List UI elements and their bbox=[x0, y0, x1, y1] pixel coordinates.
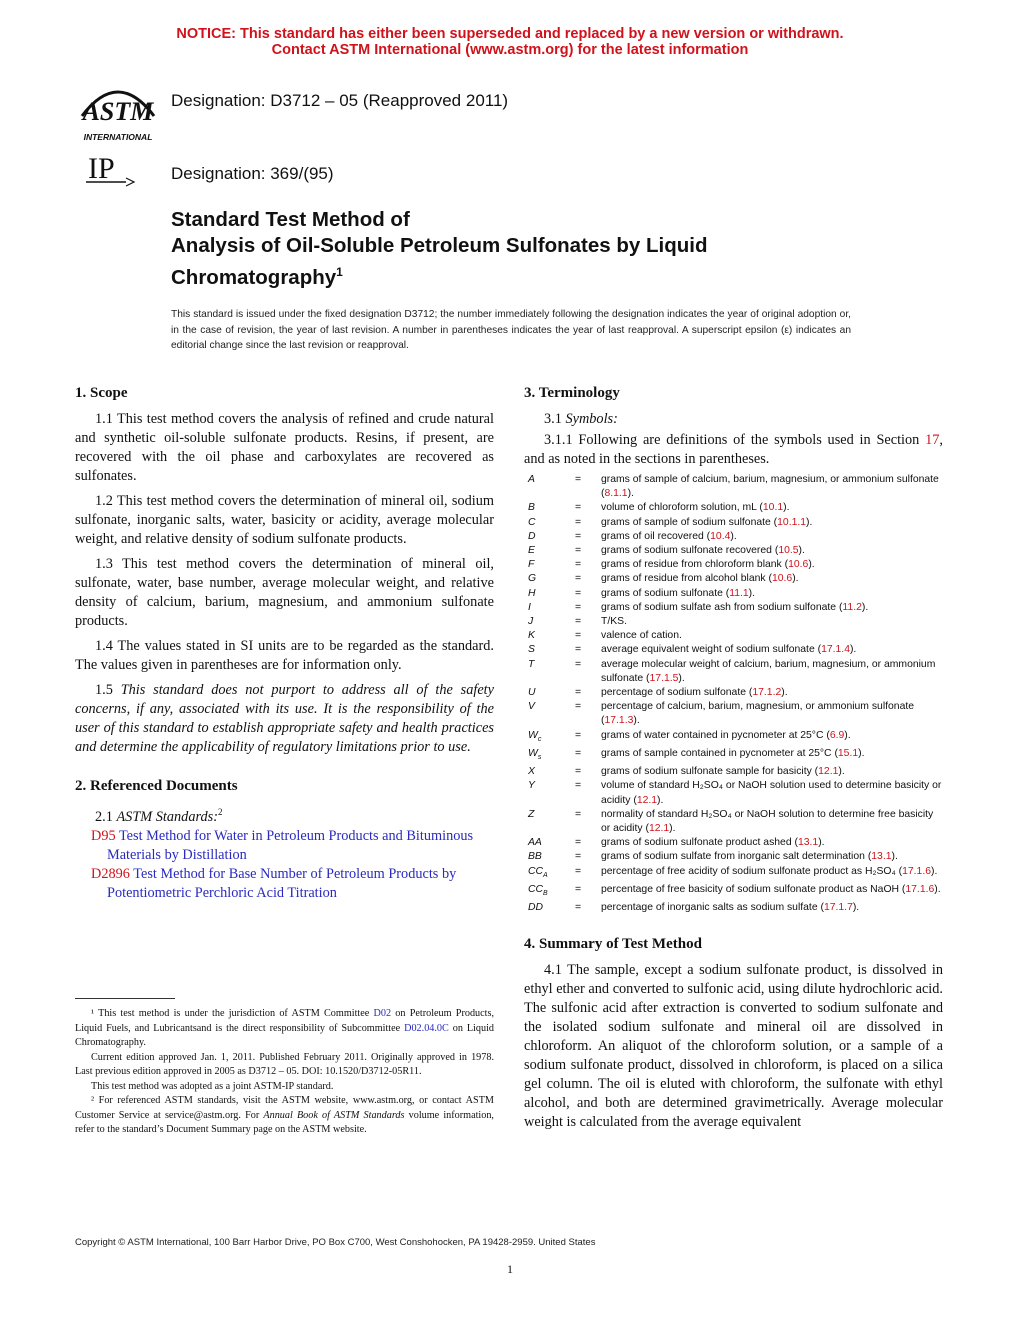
symbol-definition bbox=[601, 700, 943, 728]
issued-note: This standard is issued under the fixed designation D3712; the number immediately following the designation indicates the year of original adoption or, in the case of revision, the year of last revision. A number in parentheses indicates the year of last reapproval. A superscript epsilon (ε) indicates an editorial change since the last revision or reapproval. bbox=[171, 309, 851, 351]
title-footnote-mark: 1 bbox=[336, 265, 343, 279]
symbol-letter: DD bbox=[528, 902, 544, 914]
section-ref-link[interactable]: 17.1.4 bbox=[821, 644, 850, 656]
symbol-cell bbox=[524, 747, 575, 765]
equals-sign: = bbox=[575, 883, 582, 895]
symbol-subscript: B bbox=[543, 890, 548, 897]
definition-post: ). bbox=[657, 794, 664, 806]
symbol-cell bbox=[524, 901, 575, 915]
definition-post: ). bbox=[669, 823, 676, 835]
refdocs-sub-sup: 2 bbox=[218, 807, 223, 817]
equals-sign: = bbox=[575, 474, 582, 485]
symbol-definition bbox=[601, 615, 943, 629]
definition-text: volume of standard H₂SO₄ or NaOH solution used to determine basicity or acidity ( bbox=[601, 780, 942, 806]
footnote-2 bbox=[75, 1094, 494, 1138]
refdocs-sub bbox=[75, 803, 494, 827]
symbol-row bbox=[524, 643, 943, 657]
terminology-sub bbox=[524, 410, 943, 429]
symbol-letter: AA bbox=[528, 837, 542, 849]
astm-logo-subtext: INTERNATIONAL bbox=[83, 132, 153, 142]
symbol-letter: CC bbox=[528, 865, 544, 877]
symbol-cell bbox=[524, 601, 575, 615]
symbol-letter: C bbox=[528, 516, 536, 528]
symbol-definition bbox=[601, 779, 943, 807]
ref-code-d2896[interactable]: D2896 bbox=[91, 865, 130, 882]
footnote-edition: Current edition approved Jan. 1, 2011. Published February 2011. Originally approved in 1978. Last previous edition approved in 2005 as D3712 – 05. DOI: 10.1520/D3712-05R11. bbox=[75, 1051, 494, 1077]
symbol-letter: F bbox=[528, 559, 535, 571]
symbol-definition bbox=[601, 658, 943, 686]
equals-sign: = bbox=[575, 766, 582, 778]
terminology-intro bbox=[524, 431, 943, 469]
symbol-row bbox=[524, 601, 943, 615]
refdocs-heading: 2. Referenced Documents bbox=[75, 778, 238, 794]
symbol-definition bbox=[601, 601, 943, 615]
symbol-row bbox=[524, 530, 943, 544]
scope-para-1-5-num: 1.5 bbox=[95, 682, 121, 698]
definition-text: grams of sample of calcium, barium, magnesium, or ammonium sulfonate ( bbox=[601, 474, 939, 500]
ref-item-d95[interactable] bbox=[75, 827, 494, 865]
section-17-link[interactable]: 17 bbox=[925, 432, 940, 448]
symbol-cell bbox=[524, 686, 575, 700]
symbol-definition bbox=[601, 865, 943, 883]
symbol-definition bbox=[601, 747, 943, 765]
symbol-row bbox=[524, 883, 943, 901]
definition-text: grams of sample of sodium sulfonate ( bbox=[601, 516, 778, 528]
section-ref-link[interactable]: 15.1 bbox=[837, 747, 859, 759]
equals-sign: = bbox=[575, 747, 582, 759]
equals-sign: = bbox=[575, 573, 582, 585]
definition-post: ). bbox=[891, 851, 898, 863]
symbol-letter: B bbox=[528, 502, 535, 514]
left-column bbox=[75, 384, 494, 903]
symbol-row bbox=[524, 615, 943, 629]
section-ref-link[interactable]: 17.1.7 bbox=[823, 902, 853, 914]
equals-sign: = bbox=[575, 587, 582, 599]
equals-sign: = bbox=[575, 530, 582, 542]
definition-post: ). bbox=[818, 837, 825, 849]
definition-text: average equivalent weight of sodium sulfonate ( bbox=[601, 644, 822, 656]
ip-logo-text: IP bbox=[88, 152, 115, 185]
footnote-1 bbox=[75, 1007, 494, 1051]
definition-text: T/KS. bbox=[601, 616, 627, 628]
definition-text: percentage of calcium, barium, magnesium, or ammonium sulfonate ( bbox=[601, 701, 915, 727]
definition-post: ). bbox=[838, 766, 845, 778]
title-line-3: Chromatography bbox=[171, 266, 337, 289]
ref-title-d95[interactable]: Test Method for Water in Petroleum Products and Bituminous Materials by Distillation bbox=[107, 827, 474, 863]
terminology-sub-label: Symbols: bbox=[565, 411, 618, 427]
scope-para-1-3: 1.3 This test method covers the determination of mineral oil, sulfonate, water, base number, average molecular weight, and relative density of calcium, barium, magnesium, and ammonium sulfonate products. bbox=[75, 556, 494, 629]
symbol-definition bbox=[601, 530, 943, 544]
symbol-letter: Y bbox=[528, 780, 535, 792]
symbol-letter: G bbox=[528, 573, 537, 585]
symbol-definition bbox=[601, 883, 943, 901]
equals-sign: = bbox=[575, 559, 582, 571]
symbol-cell bbox=[524, 865, 575, 883]
astm-logo-text: ASTM bbox=[82, 97, 154, 126]
scope-heading: 1. Scope bbox=[75, 385, 128, 401]
designation-ip: Designation: 369/(95) bbox=[171, 164, 334, 183]
symbol-row bbox=[524, 501, 943, 515]
symbol-row bbox=[524, 700, 943, 728]
ip-logo bbox=[82, 150, 140, 190]
symbol-row bbox=[524, 516, 943, 530]
symbol-cell bbox=[524, 808, 575, 836]
symbol-definition bbox=[601, 643, 943, 657]
equals-sign: = bbox=[575, 780, 582, 792]
symbol-letter: W bbox=[528, 729, 538, 741]
definition-text: percentage of inorganic salts as sodium sulfate ( bbox=[601, 902, 824, 914]
symbol-definition bbox=[601, 765, 943, 779]
notice-line-1: NOTICE: This standard has either been superseded and replaced by a new version or withdrawn. bbox=[176, 26, 844, 42]
terminology-sub-num: 3.1 bbox=[544, 411, 566, 427]
symbol-cell bbox=[524, 587, 575, 601]
equals-sign: = bbox=[575, 837, 582, 849]
footnote-rule bbox=[75, 998, 175, 999]
ref-code-d95[interactable]: D95 bbox=[91, 827, 116, 844]
equals-sign: = bbox=[575, 865, 582, 877]
section-ref-link[interactable]: 17.1.3 bbox=[604, 715, 634, 727]
scope-para-1-5-text: This standard does not purport to address all of the safety concerns, if any, associated with its use. It is the responsibility of the user of this standard to establish appropriate safety and health practices and determine the applicability of regulatory limitations prior to use. bbox=[75, 682, 494, 755]
equals-sign: = bbox=[575, 808, 582, 820]
symbol-letter: U bbox=[528, 687, 536, 699]
symbol-cell bbox=[524, 501, 575, 515]
equals-sign: = bbox=[575, 545, 582, 557]
footnote-2-ital: Annual Book of ASTM Standards bbox=[263, 1109, 405, 1121]
definition-text: grams of sodium sulfonate recovered ( bbox=[601, 545, 779, 557]
document-title bbox=[171, 207, 707, 291]
definition-post: ). bbox=[808, 559, 815, 571]
notice-line-2: Contact ASTM International (www.astm.org) for the latest information bbox=[271, 42, 749, 58]
definition-post: ). bbox=[792, 573, 799, 585]
footnote-2-post: volume information, refer to the standard’s Document Summary page on the ASTM website. bbox=[75, 1109, 494, 1135]
definition-post: ). bbox=[844, 729, 851, 741]
definition-text: volume of chloroform solution, mL ( bbox=[601, 502, 763, 514]
symbol-cell bbox=[524, 836, 575, 850]
section-ref-link[interactable]: 10.5 bbox=[778, 545, 799, 557]
section-ref-link[interactable]: 17.1.5 bbox=[649, 672, 679, 684]
section-ref-link[interactable]: 10.1.1 bbox=[777, 516, 807, 528]
symbol-cell bbox=[524, 643, 575, 657]
symbol-definition bbox=[601, 808, 943, 836]
definition-text: grams of sodium sulfonate sample for basicity ( bbox=[601, 766, 819, 778]
definition-post: ). bbox=[798, 545, 805, 557]
symbol-definition bbox=[601, 686, 943, 700]
section-ref-link[interactable]: 17.1.6 bbox=[905, 883, 935, 895]
definition-text: grams of sodium sulfate from inorganic salt determination ( bbox=[601, 851, 872, 863]
symbol-letter: S bbox=[528, 644, 535, 656]
symbol-definition bbox=[601, 850, 943, 864]
footnote-2-pre: ² For referenced ASTM standards, visit the ASTM website, www.astm.org, or contact ASTM Customer Service at service@astm.org. For bbox=[75, 1095, 494, 1121]
notice-banner bbox=[0, 26, 1020, 58]
definition-text: grams of oil recovered ( bbox=[601, 530, 711, 542]
symbol-cell bbox=[524, 629, 575, 643]
designation-astm: Designation: D3712 – 05 (Reapproved 2011) bbox=[171, 91, 509, 110]
equals-sign: = bbox=[575, 630, 582, 642]
symbol-cell bbox=[524, 572, 575, 586]
symbol-row bbox=[524, 558, 943, 572]
definition-post: ). bbox=[678, 672, 685, 684]
definition-post: ). bbox=[633, 715, 640, 727]
scope-para-1-2: 1.2 This test method covers the determination of mineral oil, sodium sulfonate, inorganic salts, water, basicity or acidity, average molecular weight, and relative density of sodium sulfonate products. bbox=[75, 493, 494, 547]
symbol-row bbox=[524, 473, 943, 501]
section-ref-link[interactable]: 13.1 bbox=[797, 837, 819, 849]
section-ref-link[interactable]: 13.1 bbox=[871, 851, 892, 863]
definition-text: percentage of free basicity of sodium sulfonate product as NaOH ( bbox=[601, 883, 906, 895]
symbol-cell bbox=[524, 779, 575, 807]
definition-text: grams of sodium sulfate ash from sodium sulfonate ( bbox=[601, 601, 843, 613]
symbol-cell bbox=[524, 658, 575, 686]
definition-post: ). bbox=[627, 488, 634, 500]
symbol-definition bbox=[601, 473, 943, 501]
symbol-row bbox=[524, 747, 943, 765]
symbol-letter: A bbox=[528, 474, 535, 485]
symbol-definition bbox=[601, 587, 943, 601]
definition-text: grams of sample contained in pycnometer at 25°C ( bbox=[601, 747, 838, 759]
symbol-subscript: s bbox=[537, 754, 542, 762]
ref-item-d2896[interactable] bbox=[75, 865, 494, 903]
equals-sign: = bbox=[575, 502, 582, 514]
footnote-1-pre: ¹ This test method is under the jurisdiction of ASTM Committee bbox=[91, 1008, 374, 1019]
terminology-intro-pre: 3.1.1 Following are definitions of the symbols used in Section bbox=[544, 432, 926, 448]
symbol-letter: D bbox=[528, 530, 536, 542]
definition-post: ). bbox=[934, 883, 941, 895]
equals-sign: = bbox=[575, 902, 582, 914]
definition-post: ). bbox=[861, 601, 869, 613]
symbol-definition bbox=[601, 729, 943, 747]
symbol-cell bbox=[524, 473, 575, 501]
symbol-row bbox=[524, 587, 943, 601]
symbol-row bbox=[524, 779, 943, 807]
symbol-definition bbox=[601, 836, 943, 850]
section-ref-link[interactable]: 17.1.6 bbox=[902, 865, 931, 877]
refdocs-sub-label: ASTM Standards: bbox=[116, 808, 218, 825]
symbol-definition bbox=[601, 558, 943, 572]
symbol-cell bbox=[524, 850, 575, 864]
symbol-definition bbox=[601, 901, 943, 915]
equals-sign: = bbox=[575, 851, 582, 863]
terminology-heading: 3. Terminology bbox=[524, 385, 620, 401]
committee-d02-link[interactable]: D02 bbox=[373, 1008, 392, 1019]
section-ref-link[interactable]: 10.1 bbox=[762, 502, 784, 514]
symbol-cell bbox=[524, 729, 575, 747]
symbol-row bbox=[524, 850, 943, 864]
symbol-letter: K bbox=[528, 630, 535, 642]
definition-text: percentage of free acidity of sodium sulfonate product as H₂SO₄ ( bbox=[601, 865, 903, 877]
symbol-row bbox=[524, 836, 943, 850]
definition-text: average molecular weight of calcium, barium, magnesium, or ammonium sulfonate ( bbox=[601, 658, 936, 684]
equals-sign: = bbox=[575, 701, 582, 713]
section-ref-link[interactable]: 8.1.1 bbox=[604, 488, 628, 500]
definition-text: grams of residue from alcohol blank ( bbox=[601, 573, 772, 585]
summary-heading: 4. Summary of Test Method bbox=[524, 936, 702, 953]
symbol-row bbox=[524, 865, 943, 883]
summary-para-4-1: 4.1 The sample, except a sodium sulfonate product, is dissolved in ethyl ether and converted to sulfonic acid, using dilute hydrochloric acid. The sulfonic acid after extraction is converted to sodium sulfonate and the isolated sodium sulfonate and mineral oil are dissolved in chloroform. An aliquot of the chloroform solution, or a sample of a sodium sulfonate product, dissolved in chloroform, is placed on a silica gel column. The oil is eluted with chloroform, the sulfonate with ethyl alcohol, and both are determined gravimetrically. Average molecular weight is calculated from the average equivalent bbox=[524, 962, 943, 1131]
symbol-cell bbox=[524, 544, 575, 558]
symbol-definition bbox=[601, 544, 943, 558]
ref-title-d2896[interactable]: Test Method for Base Number of Petroleum Products by Potentiometric Perchloric Acid Titration bbox=[107, 865, 457, 901]
footnote-1-mid: on Petroleum Products, Liquid Fuels, and Lubricantsand is the direct responsibility of Subcommittee bbox=[75, 1008, 495, 1034]
subcommittee-link[interactable]: D02.04.0C bbox=[404, 1022, 449, 1034]
section-ref-link[interactable]: 12.1 bbox=[818, 766, 839, 778]
definition-post: ). bbox=[783, 502, 790, 514]
terminology-intro-post: , and as noted in the sections in parentheses. bbox=[524, 432, 943, 467]
definition-post: ). bbox=[781, 687, 788, 699]
symbol-row bbox=[524, 572, 943, 586]
scope-para-1-1: 1.1 This test method covers the analysis of refined and crude natural and synthetic oil-soluble sulfonate products. Resins, if present, are recovered with the oil phase and carboxylates are recovered as sulfonates. bbox=[75, 411, 494, 484]
section-ref-link[interactable]: 10.6 bbox=[771, 573, 793, 585]
symbol-letter: BB bbox=[528, 851, 542, 863]
symbol-cell bbox=[524, 883, 575, 901]
equals-sign: = bbox=[575, 729, 582, 741]
copyright: Copyright © ASTM International, 100 Barr Harbor Drive, PO Box C700, West Conshohocken, PA 19428-2959. United States bbox=[75, 1237, 596, 1248]
equals-sign: = bbox=[575, 658, 582, 670]
right-column bbox=[524, 384, 943, 1138]
scope-para-1-4: 1.4 The values stated in SI units are to be regarded as the standard. The values given in parentheses are for information only. bbox=[75, 638, 494, 673]
symbol-row bbox=[524, 544, 943, 558]
definition-text: normality of standard H₂SO₄ or NaOH solution to determine free basicity or acidity ( bbox=[601, 808, 934, 835]
symbol-row bbox=[524, 765, 943, 779]
symbol-cell bbox=[524, 765, 575, 779]
definition-text: percentage of sodium sulfonate ( bbox=[601, 687, 753, 699]
footnote-adopted: This test method was adopted as a joint ASTM-IP standard. bbox=[91, 1080, 334, 1092]
equals-sign: = bbox=[575, 616, 582, 628]
section-ref-link[interactable]: 6.9 bbox=[829, 729, 845, 741]
definition-post: ). bbox=[852, 902, 860, 914]
section-ref-link[interactable]: 11.2 bbox=[842, 601, 862, 613]
symbol-letter: V bbox=[528, 701, 535, 713]
symbol-subscript: A bbox=[543, 871, 548, 879]
symbol-definition bbox=[601, 501, 943, 515]
definition-post: ). bbox=[931, 865, 938, 877]
symbol-letter: I bbox=[528, 601, 531, 613]
symbol-definition bbox=[601, 572, 943, 586]
symbol-cell bbox=[524, 700, 575, 728]
section-ref-link[interactable]: 10.6 bbox=[788, 559, 809, 571]
symbol-cell bbox=[524, 558, 575, 572]
symbol-cell bbox=[524, 530, 575, 544]
equals-sign: = bbox=[575, 687, 582, 699]
definition-text: grams of sodium sulfonate product ashed ( bbox=[601, 837, 798, 849]
definition-post: ). bbox=[748, 587, 756, 599]
title-line-2: Analysis of Oil-Soluble Petroleum Sulfonates by Liquid bbox=[171, 234, 708, 257]
symbol-cell bbox=[524, 516, 575, 530]
section-ref-link[interactable]: 12.1 bbox=[648, 823, 670, 835]
section-ref-link[interactable]: 10.4 bbox=[710, 530, 731, 542]
definition-text: grams of sodium sulfonate ( bbox=[601, 587, 730, 599]
symbol-letter: W bbox=[528, 747, 538, 759]
symbol-row bbox=[524, 901, 943, 915]
equals-sign: = bbox=[575, 601, 582, 613]
equals-sign: = bbox=[575, 644, 582, 656]
page-number: 1 bbox=[507, 1262, 513, 1276]
definition-post: ). bbox=[849, 644, 857, 656]
equals-sign: = bbox=[575, 516, 582, 528]
symbols-table bbox=[524, 473, 943, 915]
symbol-letter: H bbox=[528, 587, 536, 599]
symbol-row bbox=[524, 686, 943, 700]
footnote-1-post: on Liquid Chromatography. bbox=[75, 1022, 494, 1048]
section-ref-link[interactable]: 11.1 bbox=[729, 587, 749, 599]
symbol-definition bbox=[601, 629, 943, 643]
section-ref-link[interactable]: 12.1 bbox=[636, 794, 658, 806]
symbol-row bbox=[524, 808, 943, 836]
symbol-row bbox=[524, 629, 943, 643]
symbol-definition bbox=[601, 516, 943, 530]
footnotes bbox=[75, 1007, 494, 1138]
definition-text: grams of residue from chloroform blank ( bbox=[601, 559, 789, 571]
symbol-letter: CC bbox=[528, 883, 544, 895]
refdocs-sub-num: 2.1 bbox=[95, 808, 117, 825]
symbol-letter: J bbox=[528, 616, 534, 628]
symbol-subscript: c bbox=[537, 735, 542, 743]
title-line-1: Standard Test Method of bbox=[171, 208, 410, 231]
definition-text: grams of water contained in pycnometer at 25°C ( bbox=[601, 729, 830, 741]
definition-post: ). bbox=[730, 530, 737, 542]
symbol-cell bbox=[524, 615, 575, 629]
section-ref-link[interactable]: 17.1.2 bbox=[752, 687, 782, 699]
symbol-letter: T bbox=[528, 658, 535, 670]
symbol-letter: E bbox=[528, 545, 535, 557]
definition-post: ). bbox=[858, 747, 865, 759]
symbol-row bbox=[524, 658, 943, 686]
definition-post: ). bbox=[806, 516, 813, 528]
astm-logo bbox=[74, 76, 162, 144]
symbol-row bbox=[524, 729, 943, 747]
symbol-letter: Z bbox=[528, 808, 535, 820]
definition-text: valence of cation. bbox=[601, 630, 682, 642]
scope-para-1-5 bbox=[75, 681, 494, 757]
symbol-letter: X bbox=[528, 766, 535, 778]
